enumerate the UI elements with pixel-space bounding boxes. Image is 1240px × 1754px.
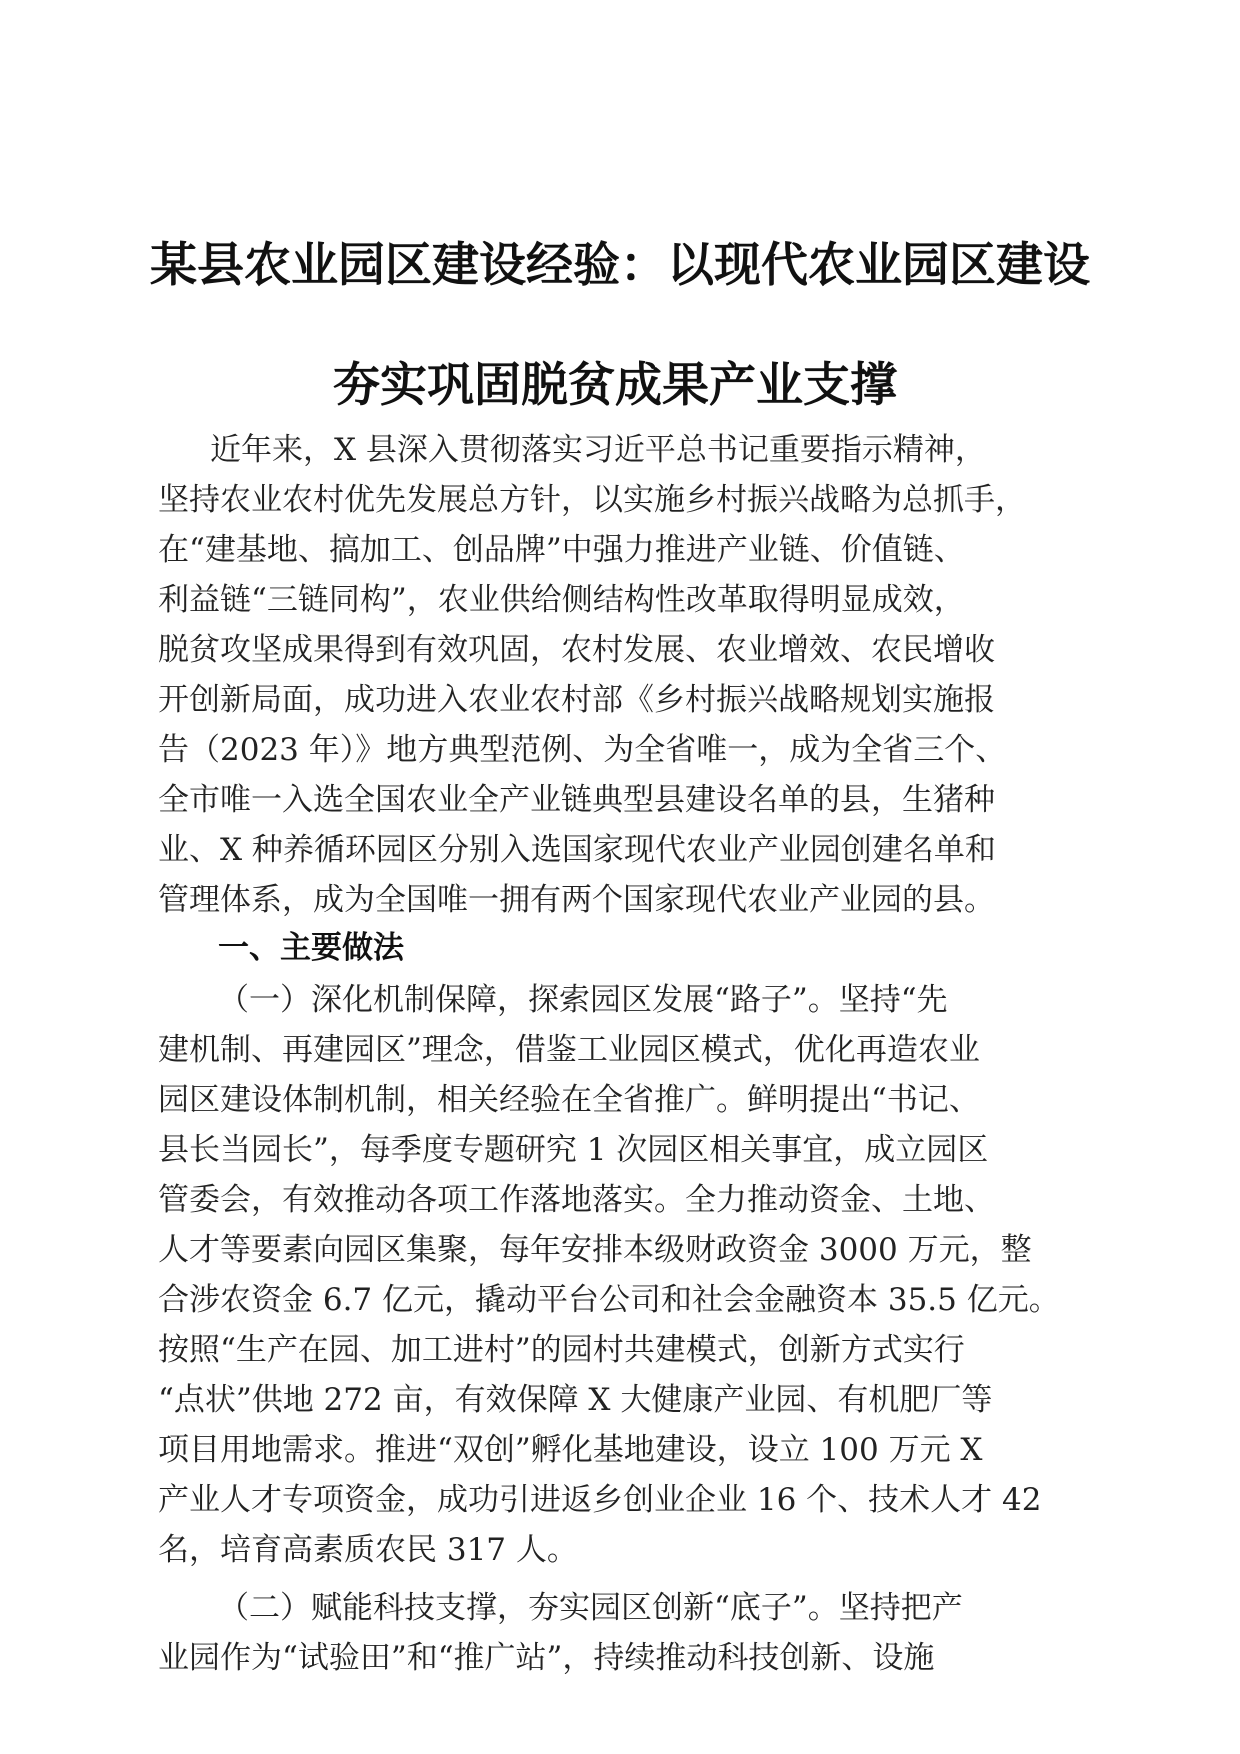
paragraph-line: 产业人才专项资金，成功引进返乡创业企业 16 个、技术人才 42 [158, 1482, 1042, 1518]
paragraph-line: （一）深化机制保障，探索园区发展“路子”。坚持“先 [218, 982, 948, 1018]
intro-line: 全市唯一入选全国农业全产业链典型县建设名单的县，生猪种 [158, 782, 995, 818]
intro-line: 开创新局面，成功进入农业农村部《乡村振兴战略规划实施报 [158, 682, 995, 718]
intro-line: 近年来，X 县深入贯彻落实习近平总书记重要指示精神， [210, 432, 986, 468]
paragraph-line: 建机制、再建园区”理念，借鉴工业园区模式，优化再造农业 [158, 1032, 980, 1068]
paragraph-line: “点状”供地 272 亩，有效保障 X 大健康产业园、有机肥厂等 [158, 1382, 993, 1418]
paragraph-line: 园区建设体制机制，相关经验在全省推广。鲜明提出“书记、 [158, 1082, 980, 1118]
intro-line: 利益链“三链同构”，农业供给侧结构性改革取得明显成效， [158, 582, 965, 618]
document-title-line-2: 夯实巩固脱贫成果产业支撑 [333, 358, 897, 413]
intro-line: 脱贫攻坚成果得到有效巩固，农村发展、农业增效、农民增收 [158, 632, 995, 668]
section-heading-main-practices: 一、主要做法 [218, 930, 404, 966]
paragraph-line: 人才等要素向园区集聚，每年安排本级财政资金 3000 万元，整 [158, 1232, 1032, 1268]
paragraph-line: 管委会，有效推动各项工作落地落实。全力推动资金、土地、 [158, 1182, 995, 1218]
intro-line: 坚持农业农村优先发展总方针，以实施乡村振兴战略为总抓手， [158, 482, 1026, 518]
paragraph-line: 按照“生产在园、加工进村”的园村共建模式，创新方式实行 [158, 1332, 965, 1368]
document-title-line-1: 某县农业园区建设经验：以现代农业园区建设 [150, 238, 1090, 293]
paragraph-line: 业园作为“试验田”和“推广站”，持续推动科技创新、设施 [158, 1640, 935, 1676]
paragraph-line: 合涉农资金 6.7 亿元，撬动平台公司和社会金融资本 35.5 亿元。 [158, 1282, 1060, 1318]
intro-line: 告（2023 年）》地方典型范例、为全省唯一，成为全省三个、 [158, 732, 1007, 768]
intro-line: 管理体系，成为全国唯一拥有两个国家现代农业产业园的县。 [158, 882, 995, 918]
paragraph-line: （二）赋能科技支撑，夯实园区创新“底子”。坚持把产 [218, 1590, 963, 1626]
intro-line: 业、X 种养循环园区分别入选国家现代农业产业园创建名单和 [158, 832, 996, 868]
paragraph-line: 县长当园长”，每季度专题研究 1 次园区相关事宜，成立园区 [158, 1132, 989, 1168]
paragraph-line: 名，培育高素质农民 317 人。 [158, 1532, 578, 1568]
paragraph-line: 项目用地需求。推进“双创”孵化基地建设，设立 100 万元 X [158, 1432, 983, 1468]
intro-line: 在“建基地、搞加工、创品牌”中强力推进产业链、价值链、 [158, 532, 965, 568]
